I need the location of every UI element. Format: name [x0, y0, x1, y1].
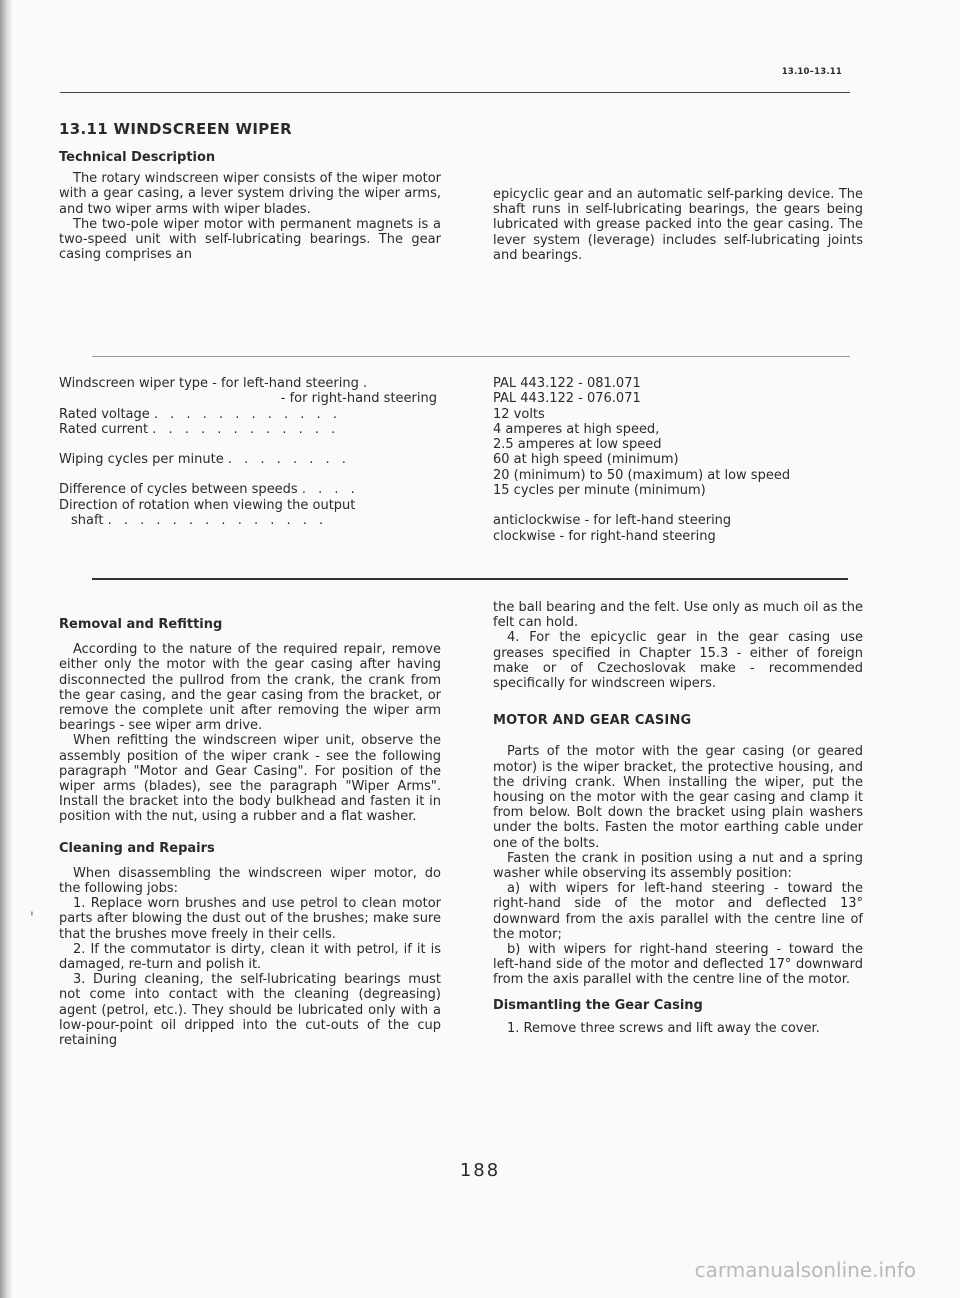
watermark: carmanualsonline.info [694, 1258, 916, 1282]
spec-value-current-high: 4 amperes at high speed, [493, 421, 660, 437]
tech-heading: Technical Description [59, 150, 216, 165]
margin-mark: ' [30, 910, 34, 926]
tech-paragraph: epicyclic gear and an automatic self-parking device. The shaft runs in self-lubricating bearings, the gears being lubricated with grease packed into the gear casing. The lever system (leverage) includes self-lubricating joints and bearings. [493, 187, 863, 263]
motor-item-a: a) with wipers for left-hand steering - toward the right-hand side of the motor and deflected 13° downward from the axis parallel with the centre line of the motor; [493, 881, 863, 942]
header-rule [60, 92, 850, 93]
spec-label-difference: Difference of cycles between speeds . . . . [59, 482, 359, 498]
motor-column [493, 600, 863, 1036]
removal-column [59, 617, 441, 1048]
section-reference: 13.10–13.11 [781, 67, 842, 77]
motor-paragraph: Parts of the motor with the gear casing (or geared motor) is the wiper bracket, the protective housing, and the driving crank. When installing the wiper, put the housing on the motor with the gear casing and clamp it from below. Bolt down the bracket using plain washers under the bolts. Fasten the motor earthing cable under one of the bolts. [493, 744, 863, 851]
spec-label-current: Rated current . . . . . . . . . . . . [59, 421, 340, 437]
dismantling-step: 1. Remove three screws and lift away the cover. [507, 1020, 820, 1036]
spec-value-dir-lh: anticlockwise - for left-hand steering [493, 513, 732, 529]
cleaning-step: 1. Replace worn brushes and use petrol to clean motor parts after blowing the dust out of the brushes; make sure that the brushes move freely in their cells. [59, 896, 441, 942]
page-number: 188 [459, 1160, 501, 1181]
spec-label-direction: Direction of rotation when viewing the output [59, 497, 356, 513]
tech-paragraph: The rotary windscreen wiper consists of the wiper motor with a gear casing, a lever system driving the wiper arms, and two wiper arms with wiper blades. [59, 171, 441, 217]
dismantling-heading: Dismantling the Gear Casing [493, 997, 703, 1013]
tech-paragraph: The two-pole wiper motor with permanent magnets is a two-speed unit with self-lubricating bearings. The gear casing comprises an [59, 216, 441, 263]
spec-label-wiping: Wiping cycles per minute . . . . . . . . [59, 452, 350, 468]
spec-label-voltage: Rated voltage . . . . . . . . . . . . [59, 406, 341, 422]
spec-label-wiper-type-rh: - for right-hand steering [280, 391, 437, 407]
cleaning-intro: When disassembling the windscreen wiper motor, do the following jobs: [59, 865, 441, 897]
removal-paragraph: When refitting the windscreen wiper unit, observe the assembly position of the wiper crank - see the following paragraph "Motor and Gear Casing". For position of the wiper arms (blades), see the paragraph "Wiper Arms". Install the bracket into the body bulkhead and fasten it in position with the nut, using a rubber and a flat washer. [59, 733, 441, 825]
cleaning-step: 3. During cleaning, the self-lubricating bearings must not come into contact with the cleaning (degreasing) agent (petrol, etc.). They should be lubricated only with a low-pour-point oil dripped into the cut-outs of the cup retaining [59, 972, 441, 1049]
spec-value-cycles-low: 20 (minimum) to 50 (maximum) at low speed [493, 467, 791, 483]
motor-paragraph: Fasten the crank in position using a nut and a spring washer while observing its assembly position: [493, 850, 863, 882]
spec-value-current-low: 2.5 amperes at low speed [493, 437, 662, 453]
section-title: 13.11 WINDSCREEN WIPER [59, 120, 292, 138]
specs-top-rule [92, 356, 850, 357]
cleaning-step: 4. For the epicyclic gear in the gear casing use greases specified in Chapter 15.3 - either of foreign make or of Czechoslovak make - recommended specifically for windscreen wipers. [493, 630, 863, 692]
spec-value-wiper-lh: PAL 443.122 - 081.071 [493, 376, 641, 391]
removal-paragraph: According to the nature of the required repair, remove either only the motor with the gear casing after having disconnected the pullrod from the crank, the crank from the gear casing, and the gear casing from the bracket, or remove the complete unit after removing the wiper arm bearings - see wiper arm drive. [59, 642, 441, 734]
spec-value-cycles-high: 60 at high speed (minimum) [493, 452, 679, 468]
spec-values [493, 376, 863, 544]
spec-value-voltage: 12 volts [493, 406, 545, 422]
spec-labels [59, 376, 441, 528]
motor-heading: MOTOR AND GEAR CASING [493, 713, 692, 729]
cleaning-step-continued: the ball bearing and the felt. Use only as much oil as the felt can hold. [493, 600, 863, 631]
spec-value-wiper-rh: PAL 443.122 - 076.071 [493, 391, 641, 407]
specs-bottom-rule [92, 578, 848, 580]
cleaning-step: 2. If the commutator is dirty, clean it with petrol, if it is damaged, re-turn and polish it. [59, 941, 441, 973]
spec-value-difference: 15 cycles per minute (minimum) [493, 483, 706, 499]
tech-left-column [59, 150, 441, 262]
tech-right-column [493, 187, 863, 263]
motor-item-b: b) with wipers for right-hand steering - toward the left-hand side of the motor and deflected 17° downward from the axis parallel with the centre line of the motor. [493, 942, 863, 988]
cleaning-heading: Cleaning and Repairs [59, 840, 215, 856]
spec-value-dir-rh: clockwise - for right-hand steering [493, 528, 716, 544]
spec-label-direction-shaft: shaft . . . . . . . . . . . . . . [71, 513, 328, 529]
page-binding-shadow [0, 0, 12, 1298]
spec-label-wiper-type: Windscreen wiper type - for left-hand steering . [59, 376, 368, 391]
removal-heading: Removal and Refitting [59, 617, 223, 632]
